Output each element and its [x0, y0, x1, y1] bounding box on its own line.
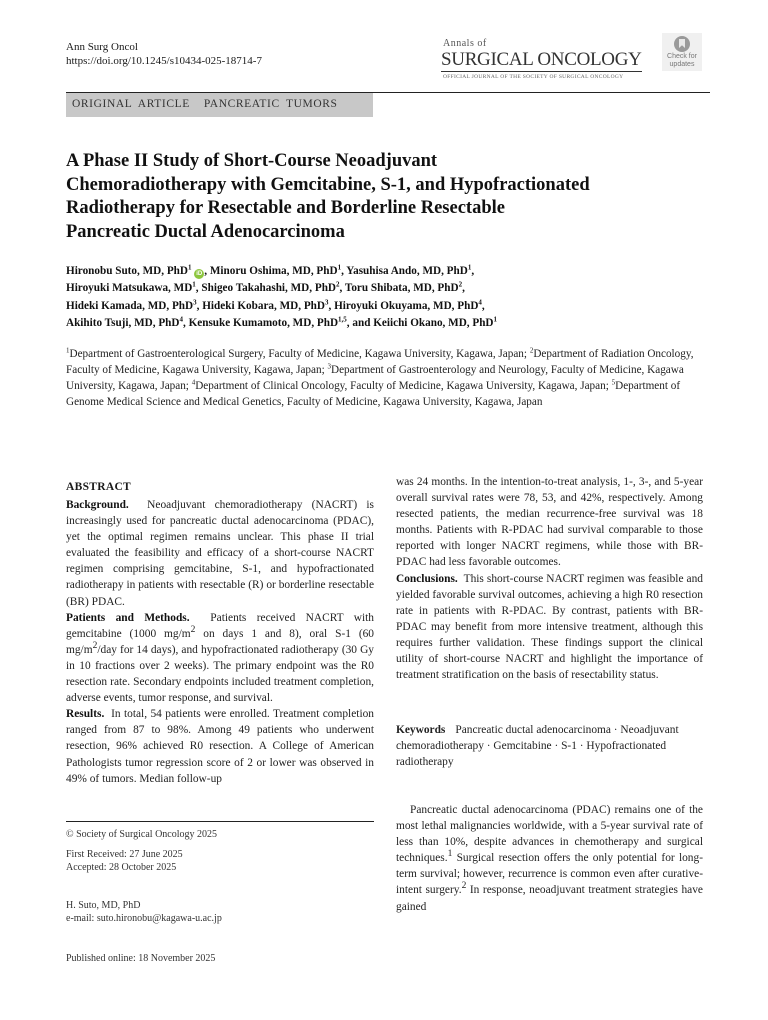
author[interactable]: Akihito Tsuji, MD, PhD$^4$: [66, 315, 183, 329]
methods-label: Patients and Methods.: [66, 611, 190, 624]
abstract-methods: Patients and Methods. Patients received NACRT with gemcitabine (1000 $mg/m^2$ on days 1 and 8), oral S-1 (60 $mg/m^2$/day for 14 days), and hypofractionated radiotherapy (30 Gy in 10 fractions over 2 weeks). The primary endpoint was the R0 resection rate. Secondary endpoints included treatment completion, adverse events, tumor response, and survival.: [66, 611, 375, 705]
keywords: [396, 722, 696, 770]
copyright: © Society of Surgical Oncology 2025: [66, 829, 218, 840]
abstract-right-column: [396, 474, 703, 683]
abstract-left-column: [66, 497, 374, 787]
article-section: PANCREATIC TUMORS: [203, 98, 338, 110]
results-label: Results.: [66, 708, 105, 721]
affiliation: Department of Clinical Oncology, Faculty of Medicine, Kagawa University, Kagawa, Japan;: [195, 380, 609, 392]
category-label: [72, 98, 338, 110]
author[interactable]: Shigeo Takahashi, MD, PhD$^2$: [201, 280, 340, 295]
conclusions-text: This short-course NACRT regimen was feasible and yielded favorable survival outcomes, achieving a high R0 resection rate in patients with R-PDAC. By contrast, patients with BR-PDAC may benefit from more intensive treatment, although this requires further validation. These findings support the clinical utility of short-course NACRT and highlight the importance of treatment stratification on the basis of resectability status.: [396, 572, 703, 682]
title-line: Radiotherapy for Resectable and Borderline Resectable: [66, 198, 505, 218]
check-for-updates-line1: Check for: [667, 53, 697, 60]
abstract-heading: ABSTRACT: [66, 481, 132, 493]
journal-logo-title: SURGICAL ONCOLOGY: [441, 49, 642, 70]
conclusions-label: Conclusions.: [396, 572, 458, 585]
author[interactable]: Keiichi Okano, MD, PhD$^1$: [373, 315, 498, 329]
accepted-date: Accepted: 28 October 2025: [66, 862, 177, 873]
affiliations: $^1$Department of Gastroenterological Surgery, Faculty of Medicine, Kagawa University, Kagawa, Japan; $^2$Department of Radiation Oncology, Faculty of Medicine, Kagawa University, Kagawa, Japan; $^3$Department of Gastroenterology and Neurology, Faculty of Medicine, Kagawa University, Kagawa, Japan; $^4$Department of Clinical Oncology, Faculty of Medicine, Kagawa University, Kagawa, Japan; $^5$Department of Genome Medical Science and Medical Genetics, Faculty of Medicine, Kagawa University, Kagawa, Japan: [66, 346, 694, 408]
orcid-icon[interactable]: iD: [196, 271, 203, 277]
author[interactable]: Hironobu Suto, MD, PhD$^1$: [66, 263, 192, 277]
abstract-background: [66, 497, 374, 610]
author[interactable]: Toru Shibata, MD, PhD$^2$: [344, 280, 463, 295]
footnote-rule: [66, 821, 374, 822]
published-date: Published online: 18 November 2025: [66, 953, 216, 964]
journal-logo-subtitle: OFFICIAL JOURNAL OF THE SOCIETY OF SURGICAL ONCOLOGY: [443, 74, 624, 80]
author[interactable]: Kensuke Kumamoto, MD, PhD$^{1,5}$: [188, 315, 347, 329]
article-title: [66, 150, 686, 244]
corresponding-author: H. Suto, MD, PhD: [66, 900, 141, 911]
abstract-results: [66, 706, 374, 786]
author[interactable]: Hideki Kamada, MD, PhD$^3$: [66, 297, 197, 312]
author-list: Hironobu Suto, MD, PhD$^1$ iD , Minoru Oshima, MD, PhD$^1$, Yasuhisa Ando, MD, PhD$^1$, Hiroyuki Matsukawa, $MD^1$, Shigeo Takahashi, MD, PhD$^2$, Toru Shibata, MD, PhD$^2$, Hideki Kamada, MD, PhD$^3$, Hideki Kobara, MD, PhD$^3$, Hiroyuki Okuyama, MD, PhD$^4$, Akihito Tsuji, MD, PhD$^4$, Kensuke Kumamoto, MD, PhD$^{1,5}$, and Keiichi Okano, MD, PhD$^1$: [66, 263, 498, 329]
introduction: [396, 802, 703, 915]
author[interactable]: Yasuhisa Ando, MD, PhD$^1$: [346, 263, 472, 277]
title-line: A Phase II Study of Short-Course Neoadjuvant: [66, 151, 438, 171]
check-for-updates-line2: updates: [669, 61, 695, 68]
doi-link[interactable]: https://doi.org/10.1245/s10434-025-18714-7: [66, 55, 262, 67]
received-date: First Received: 27 June 2025: [66, 849, 183, 860]
affiliation: Department of Genome Medical Science and Medical Genetics, Faculty of Medicine, Kagawa University, Kagawa, Japan: [66, 380, 681, 408]
results-continued: was 24 months. In the intention-to-treat analysis, 1-, 3-, and 5-year overall survival rates were 78, 53, and 42%, respectively. Among resected patients, the median recurrence-free survival was 18 months. Patients with R-PDAC had survival comparable to those reported with longer NACRT regimens, while those with BR-PDAC had less favorable outcomes.: [396, 476, 703, 569]
citation[interactable]: 2: [461, 881, 467, 892]
results-text: In total, 54 patients were enrolled. Treatment completion ranged from 87 to 98%. Among 49 patients who underwent resection, 96% achieved R0 resection. A College of American Pathologists tumor regression score of 2 or lower was observed in 49% of tumors. Median follow-up: [66, 708, 374, 785]
background-text: Neoadjuvant chemoradiotherapy (NACRT) is increasingly used for pancreatic ductal adenocarcinoma (PDAC), yet the optimal regimen remains unclear. This phase II trial evaluated the feasibility and efficacy of a short-course NACRT regimen comprising gemcitabine, S-1, and hypofractionated radiotherapy in patients with resectable (R) or borderline resectable (BR) PDAC.: [66, 499, 374, 608]
background-label: Background.: [66, 499, 129, 511]
keywords-label: Keywords: [396, 724, 446, 736]
affiliation: Department of Gastroenterological Surgery, Faculty of Medicine, Kagawa University, Kagawa, Japan;: [69, 348, 528, 360]
journal-logo-annals: Annals of: [443, 38, 487, 49]
keywords-text: Pancreatic ductal adenocarcinoma · Neoadjuvant chemoradiotherapy · Gemcitabine · S-1 · Hypofractionated radiotherapy: [396, 724, 679, 769]
author[interactable]: Hideki Kobara, MD, PhD$^3$: [202, 297, 329, 312]
journal-abbrev: Ann Surg Oncol: [66, 41, 138, 53]
title-line: Pancreatic Ductal Adenocarcinoma: [66, 221, 345, 242]
abstract-conclusions: [396, 571, 703, 684]
citation[interactable]: 1: [447, 849, 453, 860]
intro-paragraph: Pancreatic ductal adenocarcinoma (PDAC) remains one of the most lethal malignancies worldwide, with a 5-year survival rate of less than 10%, despite advances in chemotherapy and surgical techniques.$^1$ Surgical resection offers the only potential for long-term survival; however, recurrence is common even after curative-intent surgery.$^2$ In response, neoadjuvant treatment strategies have gained: [396, 804, 703, 913]
bookmark-icon: [674, 36, 690, 52]
title-line: Chemoradiotherapy with Gemcitabine, S-1, and Hypofractionated: [66, 174, 590, 195]
check-for-updates-button[interactable]: [662, 33, 702, 71]
author[interactable]: Hiroyuki Okuyama, MD, PhD$^4$: [334, 297, 482, 312]
author[interactable]: Minoru Oshima, MD, PhD$^1$: [209, 263, 342, 277]
corresponding-email[interactable]: e-mail: suto.hironobu@kagawa-u.ac.jp: [66, 913, 222, 924]
article-type: ORIGINAL ARTICLE: [72, 98, 190, 110]
affiliation: Department of Gastroenterology and Neurology, Faculty of Medicine, Kagawa University, Kagawa, Japan;: [66, 364, 684, 392]
author[interactable]: Hiroyuki Matsukawa, $MD^1$: [66, 280, 196, 295]
affiliation: Department of Radiation Oncology, Faculty of Medicine, Kagawa University, Kagawa, Japan;: [66, 348, 694, 376]
